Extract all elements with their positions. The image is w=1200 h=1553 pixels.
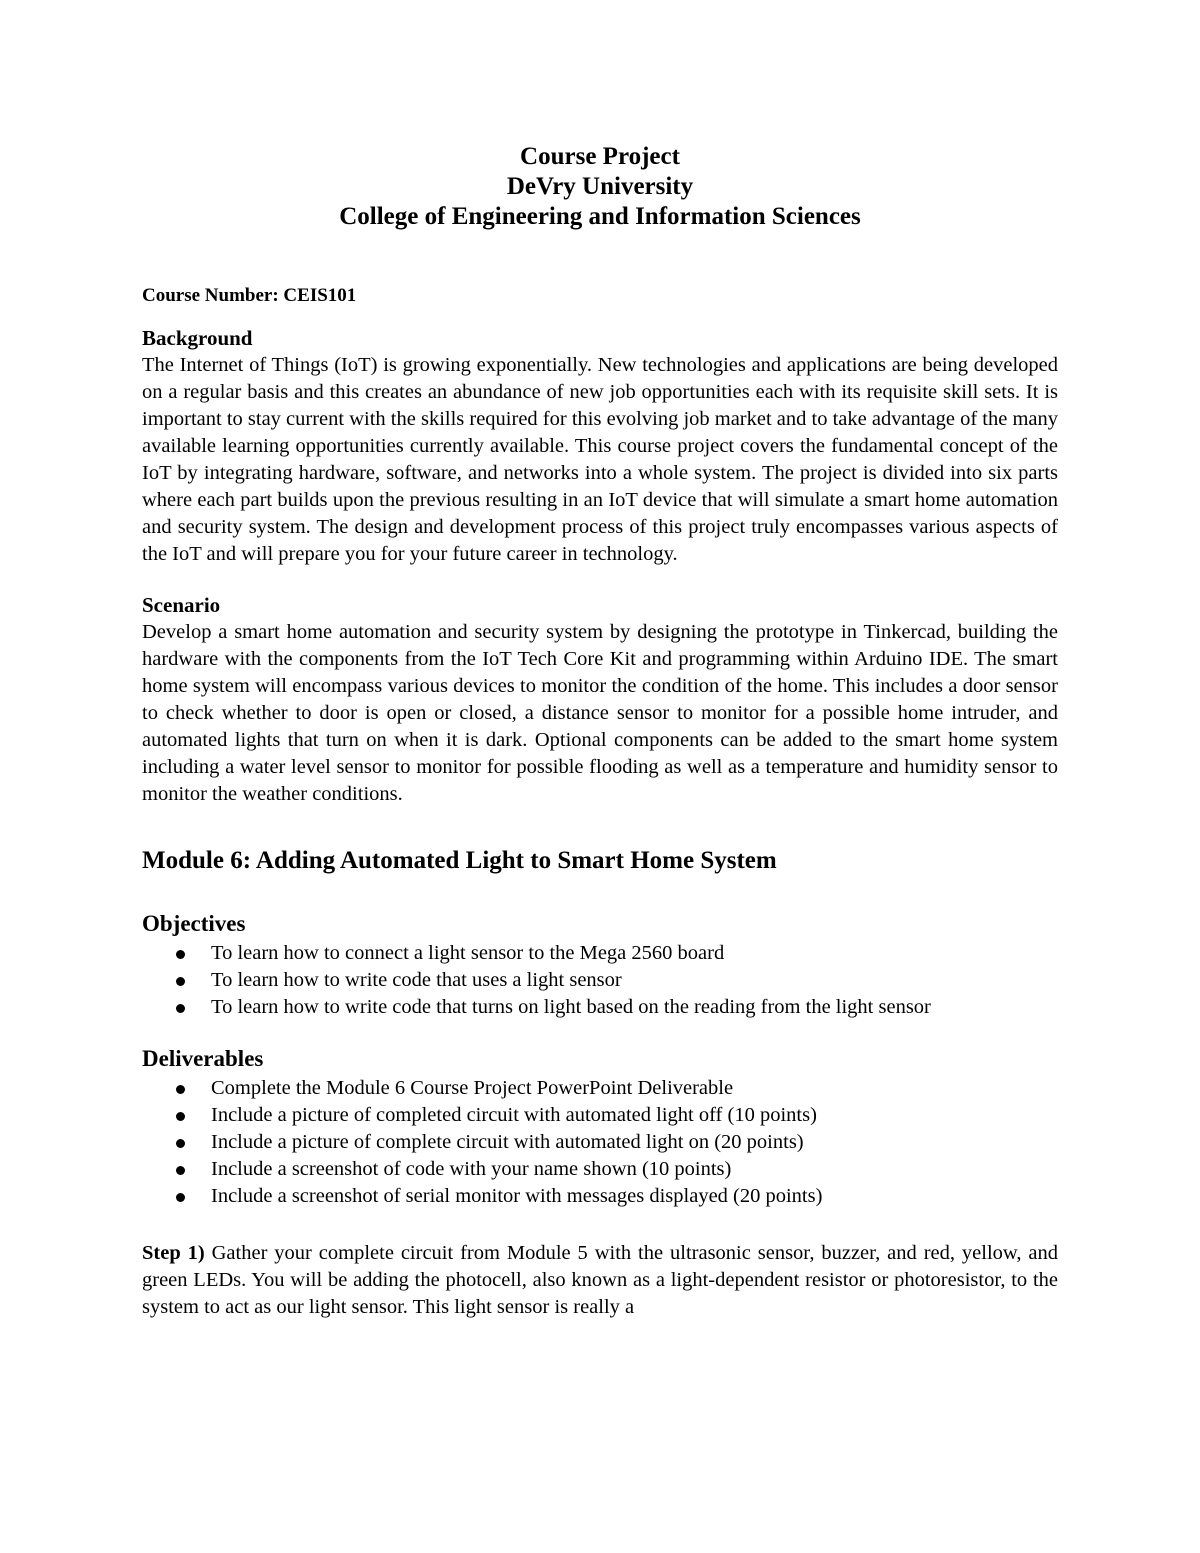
objectives-list	[142, 940, 1058, 1021]
bullet-icon	[176, 1004, 185, 1013]
objective-text: To learn how to write code that uses a light sensor	[211, 969, 622, 991]
scenario-section	[142, 592, 1058, 808]
header-university: DeVry University	[506, 173, 694, 200]
deliverable-text: Complete the Module 6 Course Project PowerPoint Deliverable	[211, 1077, 734, 1099]
header-title: Course Project	[520, 143, 680, 170]
list-item	[142, 1075, 1058, 1102]
background-paragraph: The Internet of Things (IoT) is growing exponentially. New technologies and applications are being developed on a regular basis and this creates an abundance of new job opportunities each with its requisite skill sets. It is important to stay current with the skills required for this evolving job market and to take advantage of the many available learning opportunities currently available. This course project covers the fundamental concept of the IoT by integrating hardware, software, and networks into a whole system. The project is divided into six parts where each part builds upon the previous resulting in an IoT device that will simulate a smart home automation and security system. The design and development process of this project truly encompasses various aspects of the IoT and will prepare you for your future career in technology.	[142, 354, 1058, 565]
bullet-icon	[176, 950, 185, 959]
deliverable-text: Include a screenshot of code with your name shown (10 points)	[211, 1158, 732, 1180]
objectives-heading: Objectives	[142, 911, 246, 936]
background-section	[142, 325, 1058, 568]
bullet-icon	[176, 1166, 185, 1175]
list-item	[142, 994, 1058, 1021]
deliverable-text: Include a picture of completed circuit with automated light off (10 points)	[211, 1104, 817, 1126]
deliverables-heading: Deliverables	[142, 1046, 264, 1071]
scenario-paragraph: Develop a smart home automation and security system by designing the prototype in Tinkercad, building the hardware with the components from the IoT Tech Core Kit and programming within Arduino IDE. The smart home system will encompass various devices to monitor the condition of the home. This includes a door sensor to check whether to door is open or closed, a distance sensor to monitor for a possible home intruder, and automated lights that turn on when it is dark. Optional components can be added to the smart home system including a water level sensor to monitor for possible flooding as well as a temperature and humidity sensor to monitor the weather conditions.	[142, 621, 1058, 805]
step-1-paragraph	[142, 1240, 1058, 1321]
page-content	[142, 142, 1058, 1321]
bullet-icon	[176, 1193, 185, 1202]
course-number: Course Number: CEIS101	[142, 285, 357, 306]
list-item	[142, 967, 1058, 994]
bullet-icon	[176, 977, 185, 986]
deliverable-text: Include a picture of complete circuit with automated light on (20 points)	[211, 1131, 804, 1153]
deliverables-list	[142, 1075, 1058, 1210]
objective-text: To learn how to connect a light sensor to the Mega 2560 board	[211, 942, 725, 964]
objective-text: To learn how to write code that turns on light based on the reading from the light sensor	[211, 996, 931, 1018]
deliverable-text: Include a screenshot of serial monitor with messages displayed (20 points)	[211, 1185, 823, 1207]
list-item	[142, 1183, 1058, 1210]
step-1-text: Gather your complete circuit from Module 5 with the ultrasonic sensor, buzzer, and red, yellow, and green LEDs. You will be adding the photocell, also known as a light-dependent resistor or photoresistor, to the system to act as our light sensor. This light sensor is really a	[142, 1242, 1058, 1318]
list-item	[142, 1102, 1058, 1129]
module-title: Module 6: Adding Automated Light to Smart Home System	[142, 847, 777, 874]
header-college: College of Engineering and Information Sciences	[339, 203, 861, 230]
list-item	[142, 1156, 1058, 1183]
document-header	[142, 142, 1058, 232]
step-1-label: Step 1)	[142, 1242, 205, 1264]
scenario-heading: Scenario	[142, 593, 221, 617]
bullet-icon	[176, 1112, 185, 1121]
list-item	[142, 1129, 1058, 1156]
bullet-icon	[176, 1085, 185, 1094]
bullet-icon	[176, 1139, 185, 1148]
list-item	[142, 940, 1058, 967]
background-heading: Background	[142, 326, 253, 350]
